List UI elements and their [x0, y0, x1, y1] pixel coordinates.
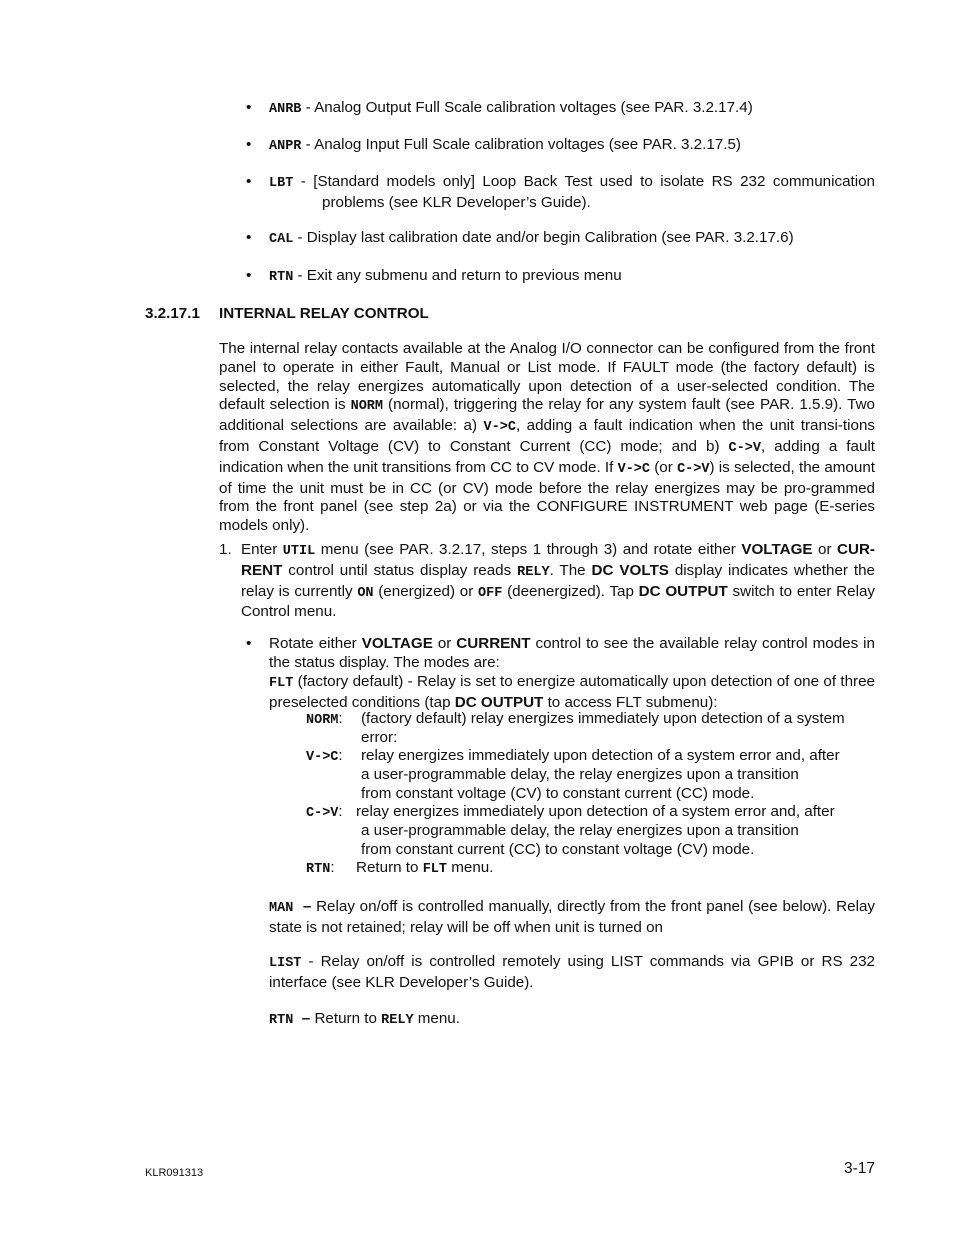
menu-code: V->C [617, 461, 651, 477]
menu-code: RELY [517, 564, 550, 580]
modes-text: (factory default) - Relay is set to energize automatically upon detection of one of three preselected conditions (tap [269, 673, 875, 711]
separator: : [330, 859, 335, 876]
item-text: - Exit any submenu and return to previous menu [293, 267, 622, 284]
item-text: - Analog Output Full Scale calibration voltages (see PAR. 3.2.17.4) [301, 99, 753, 116]
list-mode-description [269, 953, 875, 993]
step-text-run: . The [549, 561, 592, 579]
menu-code: UTIL [282, 544, 316, 559]
separator: : [338, 710, 343, 727]
definition-line: from constant voltage (CV) to constant current (CC) mode. [361, 784, 755, 802]
step-text-run: (energized) or [373, 582, 479, 600]
definition-line: from constant current (CC) to constant voltage (CV) mode. [361, 840, 755, 858]
item-text: - Display last calibration date and/or begin Calibration (see PAR. 3.2.17.6) [293, 229, 794, 246]
bullet-glyph: • [246, 267, 252, 284]
intro-text: ) is selected, the amount of time the unit must be in CC (or CV) mode before the relay energizes may be pro-grammed from the front panel (see step 2a) or via the CONFIGURE INSTRUMENT web page (E-series models only). [219, 458, 875, 535]
menu-code: C->V [728, 440, 761, 456]
menu-code: FLT [269, 676, 294, 691]
bullet-glyph: • [246, 173, 252, 190]
modes-text: menu. [413, 1010, 460, 1027]
rtn-mode-description [269, 1010, 875, 1031]
definition-line: (factory default) relay energizes immediately upon detection of a system [361, 710, 845, 727]
menu-code: RTN [269, 1013, 294, 1028]
definition-line: a user-programmable delay, the relay energizes upon a transition [361, 821, 799, 839]
step-text-run: or [812, 541, 838, 558]
menu-code: RTN [306, 862, 331, 877]
menu-code: FLT [422, 862, 448, 877]
step-text-run: display indicates whether the relay is currently [241, 561, 875, 600]
modes-text: to access FLT submenu): [543, 693, 718, 711]
menu-code: CAL [269, 232, 294, 247]
intro-paragraph [219, 340, 875, 536]
definition-line: relay energizes immediately upon detection of a system error and, after [361, 747, 840, 764]
intro-text: (normal), triggering the relay for any system fault (see PAR. 1.5.9). Two additional selections are available: a) [219, 396, 875, 435]
control-name: VOLTAGE [741, 541, 813, 558]
man-mode-description [269, 898, 875, 938]
bullet-glyph: • [246, 229, 252, 246]
separator: : [338, 803, 343, 820]
step-number: 1. [219, 541, 232, 558]
menu-code: ANPR [269, 139, 302, 154]
modes-text: Return to [310, 1010, 382, 1027]
menu-code: LBT [269, 176, 294, 191]
menu-code: V->C [306, 750, 339, 765]
separator: : [338, 747, 343, 764]
dash: – [301, 1010, 311, 1027]
step-text-run: (deenergized). Tap [502, 582, 639, 600]
modes-text: - Relay on/off is controlled remotely using LIST commands via GPIB or RS 232 interface (see KLR Developer’s Guide). [269, 953, 875, 991]
page-number: 3-17 [843, 1160, 875, 1177]
modes-text: control to see the available relay control modes in the status display. The modes are: [269, 635, 875, 671]
menu-code: C->V [306, 806, 339, 821]
definition-line: Return to [356, 859, 423, 876]
control-name: CUR-RENT [241, 541, 875, 579]
menu-code: C->V [677, 461, 710, 477]
control-name: DC VOLTS [591, 561, 669, 579]
modes-text: Relay on/off is controlled manually, directly from the front panel (see below). Relay state is not retained; relay will be off when unit is turned on [269, 898, 875, 936]
section-title: INTERNAL RELAY CONTROL [219, 305, 429, 322]
bullet-glyph: • [246, 635, 252, 652]
modes-intro [269, 635, 875, 673]
intro-text: , adding a fault indication when the unit transitions from CC to CV mode. If [219, 437, 875, 476]
modes-text: or [432, 635, 457, 652]
definition-line: menu. [447, 859, 494, 876]
step-text [241, 541, 875, 622]
menu-code: V->C [483, 420, 516, 436]
section-number: 3.2.17.1 [145, 305, 200, 322]
intro-text: , adding a fault indication when the unit transi-tions from Constant Voltage (CV) to Constant Current (CC) mode; and b) [219, 417, 876, 455]
intro-text: The internal relay contacts available at the Analog I/O connector can be configured from the front panel to operate in either Fault, Manual or List mode. If FAULT mode (the factory default) is selected, the relay energizes automatically upon detection of a user-selected condition. The default selection is [219, 340, 875, 414]
control-name: VOLTAGE [361, 635, 433, 652]
control-name: DC OUTPUT [638, 582, 728, 600]
menu-code: NORM [350, 399, 384, 415]
step-text-run: menu (see PAR. 3.2.17, steps 1 through 3) and rotate either [315, 541, 742, 558]
definition-line: a user-programmable delay, the relay energizes upon a transition [361, 765, 799, 783]
document-id: KLR091313 [145, 1167, 204, 1179]
item-text: - [Standard models only] Loop Back Test used to isolate RS 232 communication problems (see KLR Developer’s Guide). [293, 173, 875, 211]
dash: – [302, 898, 312, 915]
step-text-run: Enter [241, 541, 283, 558]
menu-code: OFF [478, 585, 503, 601]
intro-text: (or [650, 458, 678, 476]
item-text: - Analog Input Full Scale calibration voltages (see PAR. 3.2.17.5) [301, 136, 741, 153]
control-name: DC OUTPUT [454, 693, 544, 711]
control-name: CURRENT [456, 635, 531, 652]
menu-code: NORM [306, 713, 339, 728]
step-text-run: control until status display reads [282, 561, 518, 579]
menu-code: ANRB [269, 102, 302, 117]
flt-mode-description [269, 673, 875, 713]
menu-code: RELY [381, 1013, 414, 1028]
menu-code: RTN [269, 270, 294, 285]
menu-code: MAN [269, 901, 294, 916]
definition-line: error: [361, 728, 398, 746]
bullet-glyph: • [246, 136, 252, 153]
step-text-run: switch to enter Relay Control menu. [241, 582, 875, 621]
menu-code: ON [357, 585, 374, 601]
modes-text: Rotate either [269, 635, 362, 652]
definition-line: relay energizes immediately upon detection of a system error and, after [356, 803, 835, 820]
bullet-glyph: • [246, 99, 252, 116]
menu-code: LIST [269, 956, 302, 971]
